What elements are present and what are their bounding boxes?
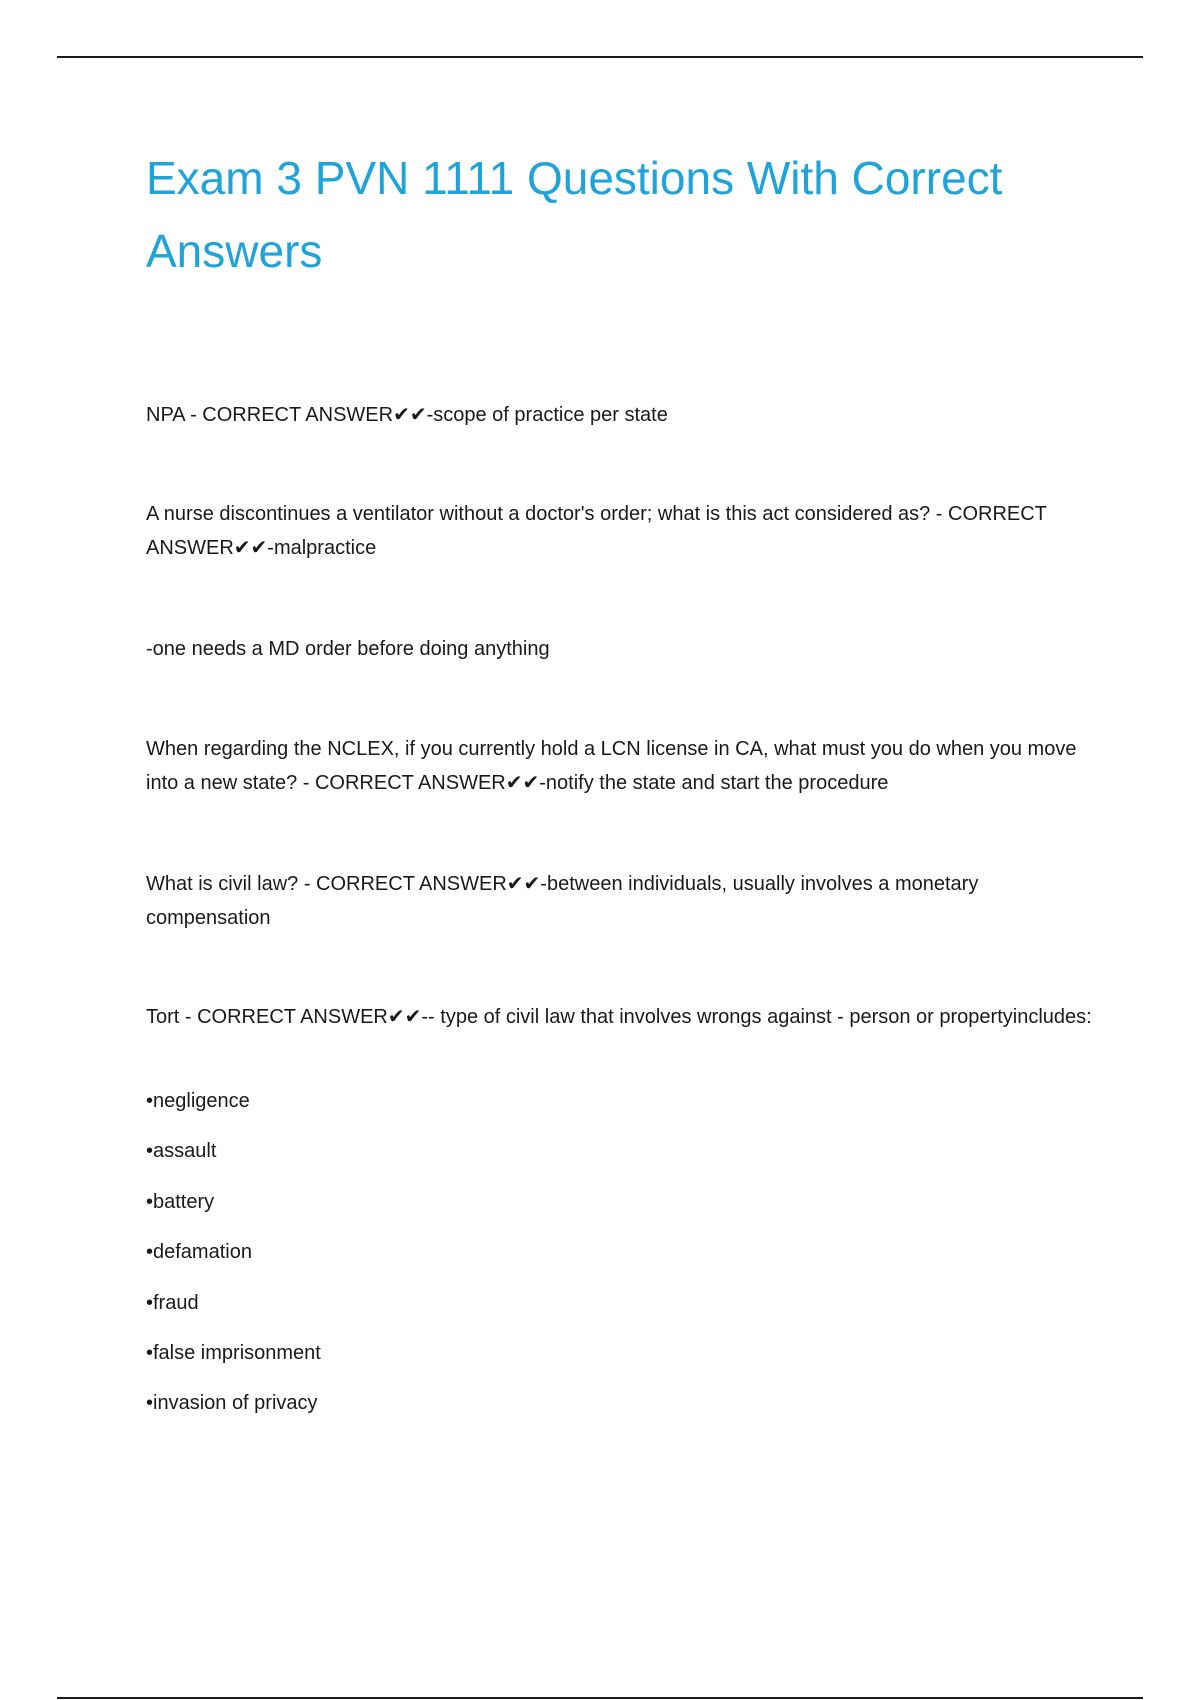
qa-entry-md-order-note: -one needs a MD order before doing anything	[146, 638, 550, 660]
list-item: •assault	[146, 1140, 217, 1163]
qa-entry-tort: Tort - CORRECT ANSWER✔✔-- type of civil law that involves wrongs against - person or propertyincludes:	[146, 1006, 1092, 1028]
list-item: •battery	[146, 1190, 215, 1213]
page-title: Exam 3 PVN 1111 Questions With Correct Answers	[146, 152, 1003, 277]
tort-list	[146, 1084, 321, 1437]
qa-entry-npa: NPA - CORRECT ANSWER✔✔-scope of practice per state	[146, 404, 668, 426]
qa-entry-ventilator: A nurse discontinues a ventilator without a doctor's order; what is this act considered as? - CORRECT ANSWER✔✔-malpractice	[146, 503, 1047, 559]
header-rule	[57, 56, 1143, 58]
list-item: •invasion of privacy	[146, 1392, 318, 1415]
qa-entry-nclex: When regarding the NCLEX, if you currently hold a LCN license in CA, what must you do when you move into a new state? - CORRECT ANSWER✔✔-notify the state and start the procedure	[146, 738, 1077, 794]
list-item: •false imprisonment	[146, 1341, 321, 1364]
qa-entry-civil-law: What is civil law? - CORRECT ANSWER✔✔-between individuals, usually involves a monetary compensation	[146, 873, 979, 929]
list-item: •defamation	[146, 1241, 252, 1264]
list-item: •negligence	[146, 1090, 250, 1112]
footer-rule	[57, 1697, 1143, 1699]
list-item: •fraud	[146, 1291, 199, 1314]
